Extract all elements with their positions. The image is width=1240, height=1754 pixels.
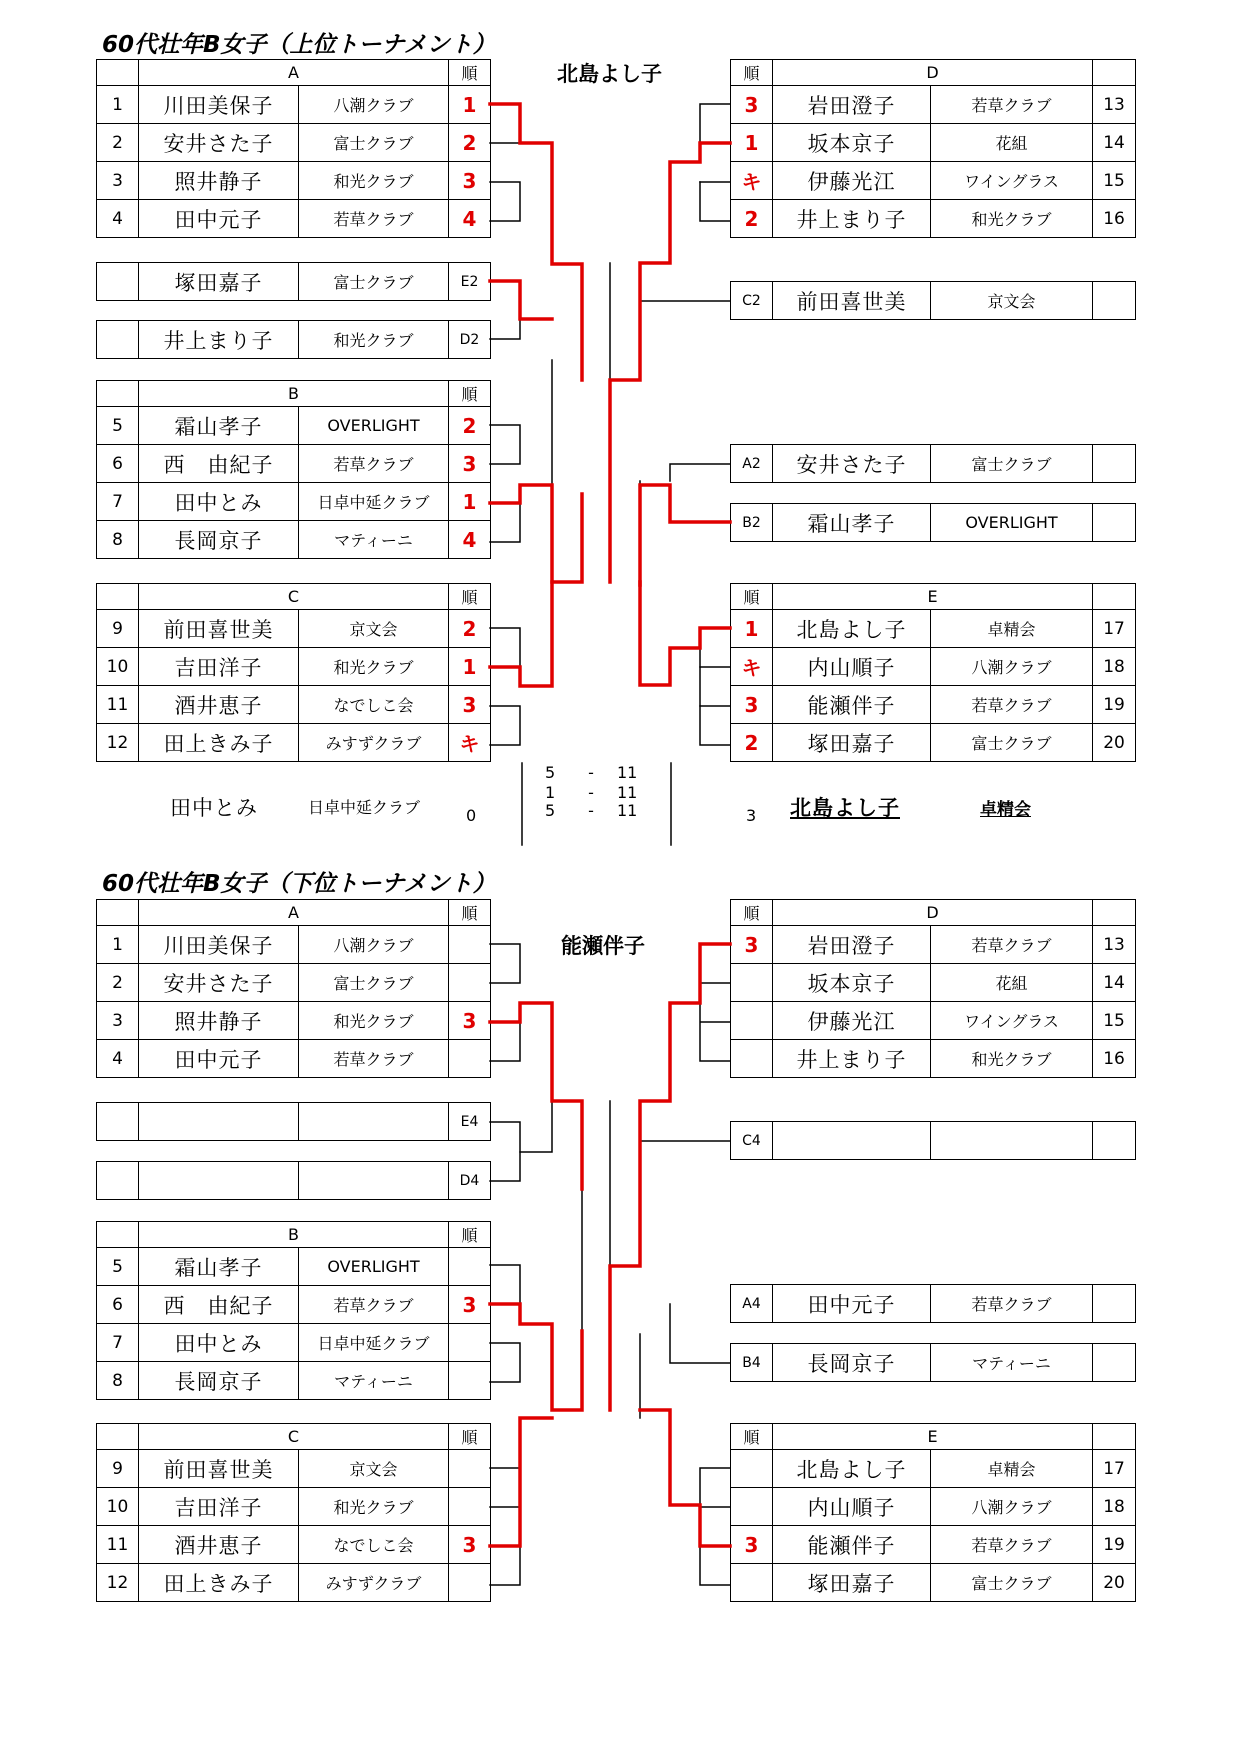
player-name: 霜山孝子	[139, 1248, 299, 1286]
player-number: 5	[97, 1248, 139, 1286]
slot-code: A2	[731, 445, 773, 483]
player-number: 12	[97, 724, 139, 762]
rank-header: 順	[731, 60, 773, 86]
player-club: 若草クラブ	[931, 1526, 1093, 1564]
player-rank: 3	[731, 86, 773, 124]
bracket-line	[700, 667, 730, 706]
player-number: 16	[1093, 200, 1136, 238]
group-header: D	[773, 900, 1093, 926]
player-number: 8	[97, 1362, 139, 1400]
player-rank: 4	[449, 521, 491, 559]
player-name: 霜山孝子	[139, 407, 299, 445]
player-club: 卓精会	[931, 1450, 1093, 1488]
score-a: 5	[545, 801, 556, 820]
player-club: 若草クラブ	[931, 686, 1093, 724]
bracket-line	[490, 1468, 520, 1585]
player-name: 照井静子	[139, 162, 299, 200]
score-sep: -	[588, 801, 594, 820]
player-number: 12	[97, 1564, 139, 1602]
player-name: 安井さた子	[139, 124, 299, 162]
winner-line	[490, 1418, 552, 1546]
player-name: 岩田澄子	[773, 86, 931, 124]
final-right-name: 北島よし子	[790, 796, 900, 820]
player-name: 田中元子	[139, 200, 299, 238]
winner-line	[640, 582, 730, 685]
player-number: 3	[97, 1002, 139, 1040]
final-right-sets: 3	[746, 806, 757, 825]
bracket-line	[490, 425, 520, 542]
player-name: 田中元子	[139, 1040, 299, 1078]
score-b: 11	[617, 783, 638, 802]
player-name: 西 由紀子	[139, 445, 299, 483]
player-rank: 2	[449, 407, 491, 445]
bracket-line	[520, 1003, 552, 1152]
slot-club: 京文会	[931, 282, 1093, 320]
slot-code: C2	[731, 282, 773, 320]
rank-header: 順	[731, 1424, 773, 1450]
bracket-line	[700, 104, 730, 221]
score-a: 1	[545, 783, 556, 802]
player-name: 酒井恵子	[139, 686, 299, 724]
player-number: 1	[97, 926, 139, 964]
lower-champion: 能瀬伴子	[561, 934, 645, 958]
group-header: B	[139, 381, 449, 407]
bracket-line	[670, 464, 730, 481]
slot-club: マティーニ	[931, 1344, 1093, 1382]
score-a: 5	[545, 763, 556, 782]
player-name: 酒井恵子	[139, 1526, 299, 1564]
rank-header: 順	[731, 900, 773, 926]
player-name: 西 由紀子	[139, 1286, 299, 1324]
player-name: 能瀬伴子	[773, 1526, 931, 1564]
slot-code: A4	[731, 1285, 773, 1323]
player-name: 岩田澄子	[773, 926, 931, 964]
rank-header: 順	[449, 1222, 491, 1248]
player-rank: キ	[449, 724, 491, 762]
player-name: 塚田嘉子	[773, 724, 931, 762]
slot-name: 安井さた子	[773, 445, 931, 483]
bracket-line	[670, 1304, 730, 1363]
final-left-name: 田中とみ	[170, 796, 258, 820]
final-left-club: 日卓中延クラブ	[308, 798, 421, 817]
score-b: 11	[617, 801, 638, 820]
slot-name: 前田喜世美	[773, 282, 931, 320]
player-number: 14	[1093, 964, 1136, 1002]
rank-header: 順	[449, 381, 491, 407]
player-number: 7	[97, 1324, 139, 1362]
player-name: 長岡京子	[139, 1362, 299, 1400]
player-name: 坂本京子	[773, 964, 931, 1002]
player-name: 田中とみ	[139, 483, 299, 521]
winner-line	[490, 1304, 582, 1410]
group-header: C	[139, 584, 449, 610]
player-number: 6	[97, 1286, 139, 1324]
rank-header: 順	[449, 60, 491, 86]
player-rank: 2	[449, 610, 491, 648]
player-name: 川田美保子	[139, 86, 299, 124]
bracket-line	[640, 1101, 730, 1141]
bracket-line	[490, 944, 520, 1061]
player-number: 15	[1093, 1002, 1136, 1040]
player-club: 花組	[931, 124, 1093, 162]
score-sep: -	[588, 783, 594, 802]
player-rank: 1	[731, 610, 773, 648]
player-number: 18	[1093, 1488, 1136, 1526]
player-name: 川田美保子	[139, 926, 299, 964]
upper-champion: 北島よし子	[557, 62, 662, 86]
slot-code: D4	[449, 1162, 491, 1200]
slot-code: D2	[449, 321, 491, 359]
player-club: 和光クラブ	[299, 1002, 449, 1040]
player-number: 2	[97, 964, 139, 1002]
player-name: 北島よし子	[773, 610, 931, 648]
player-name: 吉田洋子	[139, 1488, 299, 1526]
player-club: 和光クラブ	[931, 200, 1093, 238]
bracket-line	[700, 143, 730, 182]
group-header: E	[773, 584, 1093, 610]
player-club: 和光クラブ	[299, 1488, 449, 1526]
player-name: 能瀬伴子	[773, 686, 931, 724]
player-club: 若草クラブ	[931, 926, 1093, 964]
player-rank: 3	[731, 686, 773, 724]
group-header: B	[139, 1222, 449, 1248]
player-name: 北島よし子	[773, 1450, 931, 1488]
slot-code: B4	[731, 1344, 773, 1382]
player-rank: 3	[449, 1526, 491, 1564]
player-club: ワイングラス	[931, 1002, 1093, 1040]
group-header: C	[139, 1424, 449, 1450]
slot-code: E2	[449, 263, 491, 301]
player-rank: 3	[449, 162, 491, 200]
player-club: 若草クラブ	[299, 1286, 449, 1324]
slot-name: 霜山孝子	[773, 504, 931, 542]
player-name: 長岡京子	[139, 521, 299, 559]
player-name: 田中とみ	[139, 1324, 299, 1362]
slot-club: OVERLIGHT	[931, 504, 1093, 542]
player-number: 9	[97, 1450, 139, 1488]
slot-club: 富士クラブ	[299, 263, 449, 301]
player-name: 前田喜世美	[139, 1450, 299, 1488]
player-club: なでしこ会	[299, 1526, 449, 1564]
player-club: 若草クラブ	[299, 1040, 449, 1078]
player-name: 井上まり子	[773, 200, 931, 238]
slot-code: B2	[731, 504, 773, 542]
bracket-line	[490, 628, 520, 745]
rank-header: 順	[449, 1424, 491, 1450]
winner-line	[490, 485, 582, 582]
player-number: 19	[1093, 1526, 1136, 1564]
player-number: 7	[97, 483, 139, 521]
player-name: 照井静子	[139, 1002, 299, 1040]
player-club: 若草クラブ	[299, 445, 449, 483]
group-header: E	[773, 1424, 1093, 1450]
player-name: 塚田嘉子	[773, 1564, 931, 1602]
player-club: 和光クラブ	[299, 162, 449, 200]
rank-header: 順	[449, 900, 491, 926]
player-number: 18	[1093, 648, 1136, 686]
player-club: 若草クラブ	[931, 86, 1093, 124]
group-header: A	[139, 60, 449, 86]
player-rank: 1	[731, 124, 773, 162]
player-club: ワイングラス	[931, 162, 1093, 200]
bracket-line	[490, 1122, 520, 1181]
player-club: 若草クラブ	[299, 200, 449, 238]
bracket-line	[700, 1468, 730, 1585]
player-club: 富士クラブ	[299, 964, 449, 1002]
player-club: 八潮クラブ	[299, 86, 449, 124]
player-club: OVERLIGHT	[299, 1248, 449, 1286]
player-club: 京文会	[299, 610, 449, 648]
player-number: 16	[1093, 1040, 1136, 1078]
player-rank: 3	[449, 686, 491, 724]
slot-club: 富士クラブ	[931, 445, 1093, 483]
slot-club: 若草クラブ	[931, 1285, 1093, 1323]
rank-header: 順	[731, 584, 773, 610]
upper-title: 60代壮年B女子（上位トーナメント）	[102, 32, 496, 58]
player-club: マティーニ	[299, 1362, 449, 1400]
player-club: みすずクラブ	[299, 1564, 449, 1602]
player-club: OVERLIGHT	[299, 407, 449, 445]
player-name: 吉田洋子	[139, 648, 299, 686]
player-rank: 3	[449, 1002, 491, 1040]
group-header: A	[139, 900, 449, 926]
player-club: 京文会	[299, 1450, 449, 1488]
bracket-line	[700, 944, 730, 1061]
player-rank: 2	[731, 200, 773, 238]
player-name: 安井さた子	[139, 964, 299, 1002]
player-rank: キ	[731, 648, 773, 686]
player-rank: 4	[449, 200, 491, 238]
player-number: 8	[97, 521, 139, 559]
player-rank: 1	[449, 648, 491, 686]
player-name: 田上きみ子	[139, 724, 299, 762]
player-name: 井上まり子	[773, 1040, 931, 1078]
player-club: 富士クラブ	[299, 124, 449, 162]
player-club: みすずクラブ	[299, 724, 449, 762]
player-number: 20	[1093, 1564, 1136, 1602]
final-right-club: 卓精会	[980, 800, 1031, 820]
player-rank: 2	[449, 124, 491, 162]
slot-name: 井上まり子	[139, 321, 299, 359]
bracket-line	[490, 104, 520, 221]
player-number: 1	[97, 86, 139, 124]
winner-line	[490, 281, 552, 319]
player-number: 2	[97, 124, 139, 162]
player-number: 20	[1093, 724, 1136, 762]
player-club: 花組	[931, 964, 1093, 1002]
score-sep: -	[588, 763, 594, 782]
player-club: 日卓中延クラブ	[299, 483, 449, 521]
player-club: 八潮クラブ	[931, 648, 1093, 686]
group-header: D	[773, 60, 1093, 86]
player-rank: 3	[731, 1526, 773, 1564]
player-number: 4	[97, 1040, 139, 1078]
slot-name: 田中元子	[773, 1285, 931, 1323]
final-left-sets: 0	[466, 806, 477, 825]
winner-line	[490, 1003, 582, 1189]
player-club: 和光クラブ	[299, 648, 449, 686]
rank-header: 順	[449, 584, 491, 610]
player-number: 13	[1093, 86, 1136, 124]
player-name: 田上きみ子	[139, 1564, 299, 1602]
player-number: 15	[1093, 162, 1136, 200]
player-club: 八潮クラブ	[299, 926, 449, 964]
player-name: 坂本京子	[773, 124, 931, 162]
player-number: 13	[1093, 926, 1136, 964]
player-number: 5	[97, 407, 139, 445]
player-rank: キ	[731, 162, 773, 200]
player-club: 八潮クラブ	[931, 1488, 1093, 1526]
player-number: 17	[1093, 1450, 1136, 1488]
player-number: 3	[97, 162, 139, 200]
player-club: なでしこ会	[299, 686, 449, 724]
player-number: 11	[97, 686, 139, 724]
player-rank: 1	[449, 86, 491, 124]
lower-title: 60代壮年B女子（下位トーナメント）	[102, 871, 496, 897]
player-name: 内山順子	[773, 648, 931, 686]
player-rank: 3	[731, 926, 773, 964]
player-club: 日卓中延クラブ	[299, 1324, 449, 1362]
bracket-line	[490, 1265, 520, 1382]
player-club: 和光クラブ	[931, 1040, 1093, 1078]
player-club: 富士クラブ	[931, 1564, 1093, 1602]
bracket-line	[490, 281, 520, 339]
player-number: 11	[97, 1526, 139, 1564]
player-number: 10	[97, 1488, 139, 1526]
player-number: 9	[97, 610, 139, 648]
player-name: 伊藤光江	[773, 1002, 931, 1040]
player-number: 6	[97, 445, 139, 483]
player-club: 富士クラブ	[931, 724, 1093, 762]
player-number: 19	[1093, 686, 1136, 724]
player-number: 14	[1093, 124, 1136, 162]
player-number: 17	[1093, 610, 1136, 648]
player-club: マティーニ	[299, 521, 449, 559]
player-name: 前田喜世美	[139, 610, 299, 648]
bracket-line	[700, 628, 730, 745]
player-name: 伊藤光江	[773, 162, 931, 200]
slot-name: 塚田嘉子	[139, 263, 299, 301]
player-number: 10	[97, 648, 139, 686]
player-rank: 3	[449, 445, 491, 483]
winner-line	[640, 485, 730, 585]
winner-line	[490, 582, 552, 686]
player-number: 4	[97, 200, 139, 238]
player-rank: 1	[449, 483, 491, 521]
slot-code: C4	[731, 1122, 773, 1160]
player-name: 内山順子	[773, 1488, 931, 1526]
slot-club: 和光クラブ	[299, 321, 449, 359]
winner-line	[640, 1410, 730, 1546]
slot-name: 長岡京子	[773, 1344, 931, 1382]
slot-code: E4	[449, 1103, 491, 1141]
score-b: 11	[617, 763, 638, 782]
player-rank: 3	[449, 1286, 491, 1324]
player-rank: 2	[731, 724, 773, 762]
player-club: 卓精会	[931, 610, 1093, 648]
